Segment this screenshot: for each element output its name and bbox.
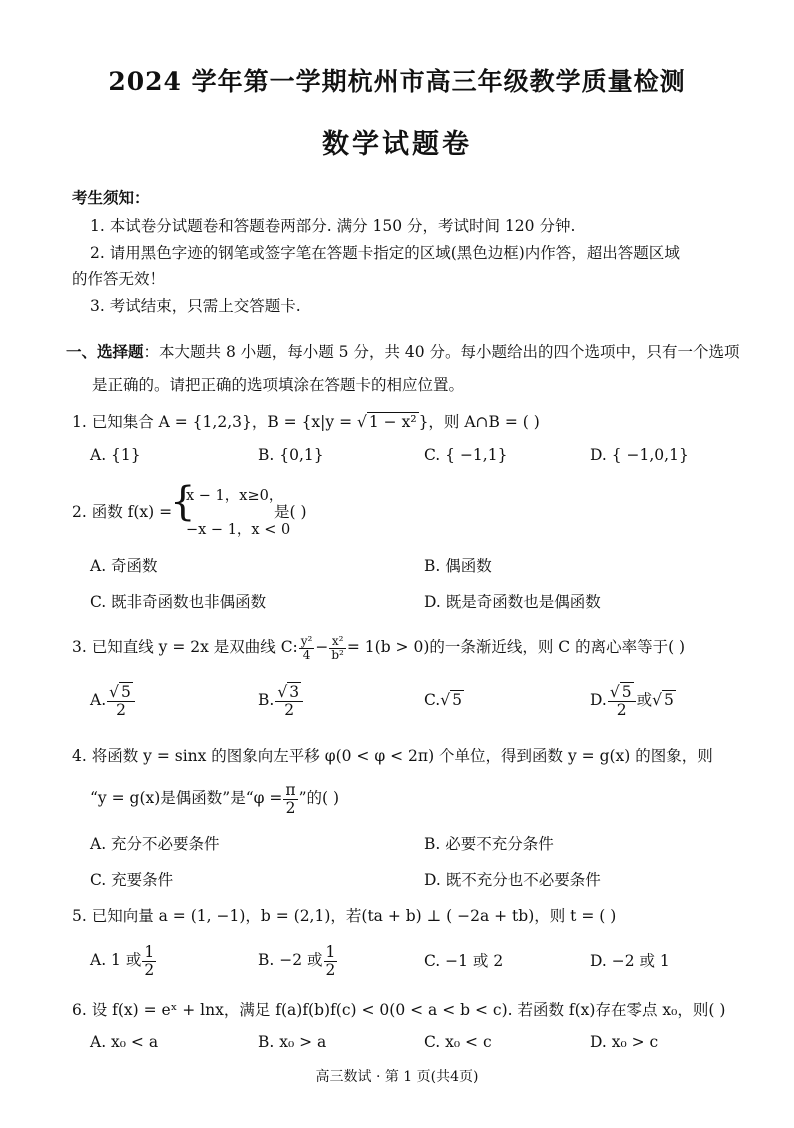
q2-option-b: B. 偶函数 [424,557,492,575]
sqrt-symbol: √ [652,691,662,709]
piecewise-brace: { [170,479,196,525]
q3-option-b: B. $\frac{√ 3}{2}$ [258,680,304,720]
exam-subtitle: 数学试题卷 [322,129,472,160]
notice-item-2b: 的作答无效！ [72,270,166,288]
sqrt-symbol: √ [609,683,620,702]
exam-title: 2024 学年第一学期杭州市高三年级教学质量检测 [108,67,686,96]
q3-option-a: A. $\frac{√ 5}{2}$ [90,680,136,720]
notice-heading: 考生须知： [72,188,150,207]
q5-option-d: D. −2 或 1 [590,952,670,970]
q2-case-1: x − 1，x≥0， [186,488,284,504]
section-1-intro-a: ：本大题共 8 小题，每小题 5 分，共 40 分。每小题给出的四个选项中，只有一个选项 [143,343,740,361]
section-1-intro [66,340,740,362]
q1-stem-a: 1. 已知集合 A = {1,2,3}，B = {x|y = [72,413,357,431]
question-1-stem [72,410,540,432]
notice-item-2a: 2. 请用黑色字迹的钢笔或签字笔在答题卡指定的区域(黑色边框)内作答，超出答题区域 [90,244,680,262]
q1-sqrt: 1 − x² [368,413,417,431]
q5-stem: 5. 已知向量 a = (1, −1)，b = (2,1)，若(ta + b) ⊥ ( −2a + tb)，则 t = ( ) [72,907,617,925]
q3-minus: − [315,638,329,656]
q5-option-b: B. −2 或 $\frac{1}{2}$ [258,943,336,979]
q6-option-a: A. x₀ < a [90,1033,159,1051]
q4-stem-b2: ”的( ) [298,789,340,807]
q1-option-b: B. {0,1} [258,446,324,464]
section-1-heading: 一、选择题 [66,342,144,361]
sqrt-symbol: √ [277,683,288,702]
q4-option-c: C. 充要条件 [90,871,174,889]
q4-fraction: $\frac{\pi}{2}$ [285,781,296,817]
sqrt-symbol: √ [109,683,120,702]
q2-option-d: D. 既是奇函数也是偶函数 [424,593,601,611]
q3-stem-a: 3. 已知直线 y = 2x 是双曲线 C: [72,638,298,656]
q4-option-a: A. 充分不必要条件 [90,835,220,853]
sqrt-symbol: √ [440,691,451,709]
q6-option-c: C. x₀ < c [424,1033,492,1051]
q3-option-c: C.√ 5 [424,691,462,709]
q3-fraction-x: $\frac{\text{x²}}{\text{b²}}$ [331,633,344,662]
q3-stem-b: = 1(b > 0)的一条渐近线，则 C 的离心率等于( ) [346,638,686,656]
q6-stem: 6. 设 f(x) = eˣ + lnx，满足 f(a)f(b)f(c) < 0(0 < a < b < c). 若函数 f(x)存在零点 x₀，则( ) [72,1001,726,1019]
q3-option-d: D. $\frac{√ 5}{2}$ 或√ 5 [590,683,674,719]
q2-option-c: C. 既非奇函数也非偶函数 [90,593,267,611]
page-footer: 高三数试 · 第 1 页(共4页) [315,1069,479,1085]
q4-option-b: B. 必要不充分条件 [424,835,554,853]
q5-option-a: A. 1 或 $\frac{1}{2}$ [90,943,155,979]
question-4-stem-b [90,778,339,818]
q5-option-c: C. −1 或 2 [424,952,504,970]
notice-item-3: 3. 考试结束，只需上交答题卡. [90,297,301,315]
q1-option-d: D. { −1,0,1} [590,446,689,464]
q4-stem-b1: “y = g(x)是偶函数”是“φ = [90,789,283,807]
q2-case-2: −x − 1，x < 0 [186,522,291,538]
sqrt-symbol: √ [357,413,367,431]
q4-stem-a: 4. 将函数 y = sinx 的图象向左平移 φ(0 < φ < 2π) 个单位，得到函数 y = g(x) 的图象，则 [72,747,713,765]
q2-option-a: A. 奇函数 [90,557,158,575]
q6-option-d: D. x₀ > c [590,1033,659,1051]
q3-fraction-y: $\frac{\text{y²}}{4}$ [300,633,313,662]
question-3-stem [72,628,685,666]
q6-option-b: B. x₀ > a [258,1033,327,1051]
notice-item-1: 1. 本试卷分试题卷和答题卷两部分. 满分 150 分，考试时间 120 分钟. [90,217,576,235]
q2-stem-a: 2. 函数 f(x) = [72,503,173,521]
q1-option-c: C. { −1,1} [424,446,508,464]
q1-option-a: A. {1} [90,446,141,464]
q1-stem-b: }，则 A∩B = ( ) [418,413,540,431]
q2-stem-b: 是( ) [274,503,307,521]
section-1-intro-b: 是正确的。请把正确的选项填涂在答题卡的相应位置。 [92,376,465,394]
q4-option-d: D. 既不充分也不必要条件 [424,871,601,889]
